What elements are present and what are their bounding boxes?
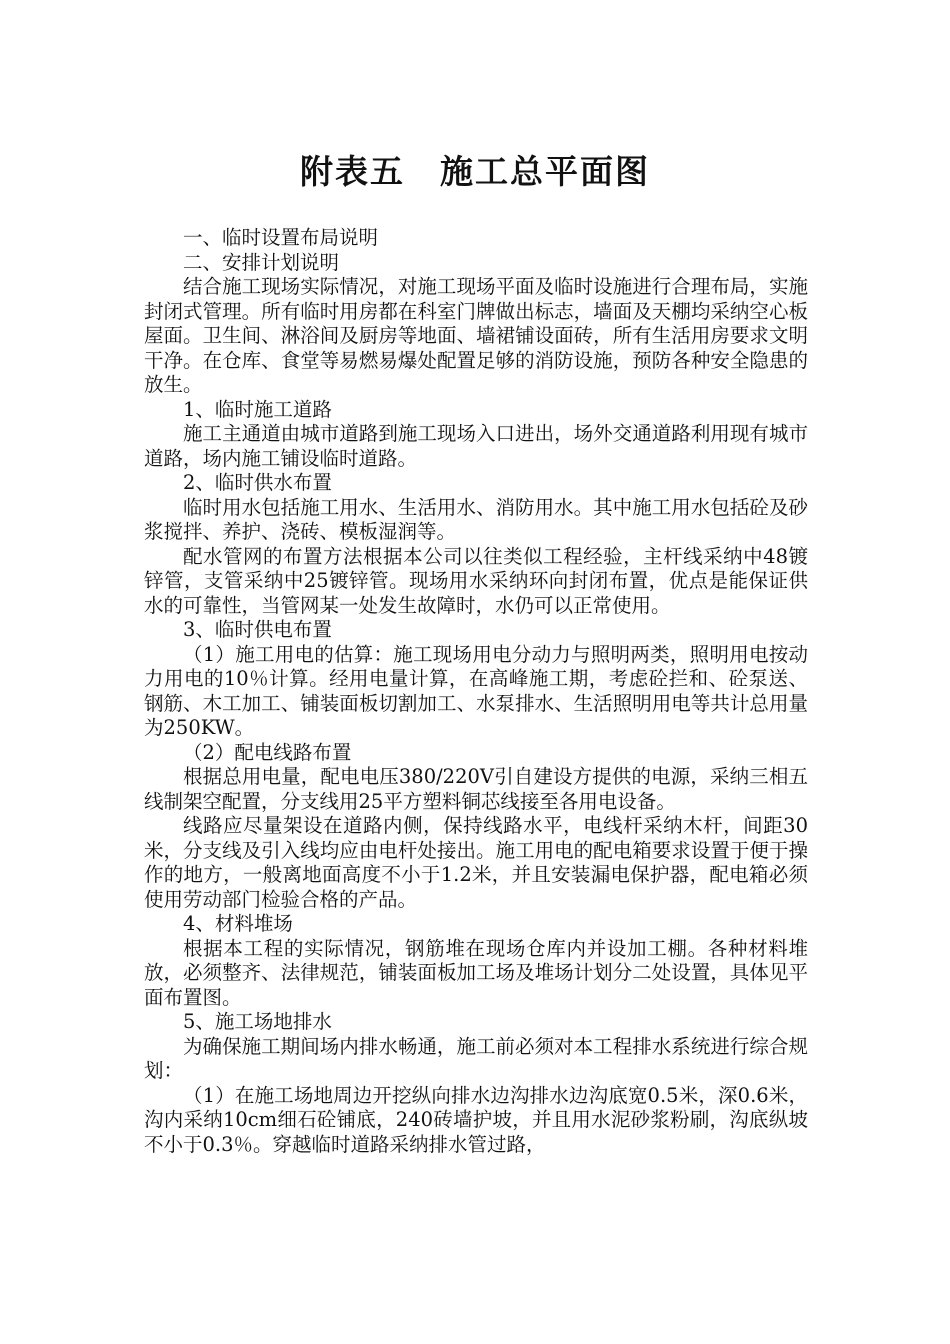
subheading-distribution-lines: （2）配电线路布置 [183,740,352,764]
paragraph-line-installation: 线路应尽量架设在道路内侧，保持线路水平，电线杆采纳木杆，间距30米，分支线及引入线均应由电杆处接出。施工用电的配电箱要求设置于便于操作的地方，一般离地面高度不小于1.2米，并且安装漏电保护器，配电箱必须使用劳动部门检验合格的产品。 [144,814,808,911]
paragraph-drainage-ditch: （1）在施工场地周边开挖纵向排水边沟排水边沟底宽0.5米，深0.6米，沟内采纳10cm细石砼铺底，240砖墙护坡，并且用水泥砂浆粉刷，沟底纵坡不小于0.3％。穿越临时道路采纳排水管过路， [144,1083,808,1156]
paragraph-water-use: 临时用水包括施工用水、生活用水、消防用水。其中施工用水包括砼及砂浆搅拌、养护、浇砖、模板湿润等。 [144,495,808,543]
paragraph-distribution-voltage: 根据总用电量，配电电压380/220V引自建设方提供的电源，采纳三相五线制架空配置，分支线用25平方塑料铜芯线接至各用电设备。 [144,765,808,813]
subheading-material-yard: 4、材料堆场 [183,912,293,935]
document-title: 附表五 施工总平面图 [300,152,650,192]
subheading-power-supply: 3、临时供电布置 [183,618,332,641]
document-body [144,226,808,1157]
paragraph-water-pipe-network: 配水管网的布置方法根据本公司以往类似工程经验，主杆线采纳中48镀锌管，支管采纳中25镀锌管。现场用水采纳环向封闭布置，优点是能保证供水的可靠性，当管网某一处发生故障时，水仍可以正常使用。 [144,544,808,617]
paragraph-material-yard: 根据本工程的实际情况，钢筋堆在现场仓库内并设加工棚。各种材料堆放，必须整齐、法律规范，铺装面板加工场及堆场计划分二处设置，具体见平面布置图。 [144,936,808,1009]
paragraph-site-layout: 结合施工现场实际情况，对施工现场平面及临时设施进行合理布局，实施封闭式管理。所有临时用房都在科室门牌做出标志，墙面及天棚均采纳空心板屋面。卫生间、淋浴间及厨房等地面、墙裙铺设面砖，所有生活用房要求文明干净。在仓库、食堂等易燃易爆处配置足够的消防设施，预防各种安全隐患的放生。 [144,275,808,396]
paragraph-power-estimate: （1）施工用电的估算：施工现场用电分动力与照明两类，照明用电按动力用电的10％计算。经用电量计算，在高峰施工期，考虑砼拦和、砼泵送、钢筋、木工加工、铺装面板切割加工、水泵排水、生活照明用电等共计总用量为250KW。 [144,642,808,739]
subheading-water-supply: 2、临时供水布置 [183,471,332,494]
subheading-site-drainage: 5、施工场地排水 [183,1010,332,1033]
subheading-temporary-road: 1、临时施工道路 [183,397,332,421]
paragraph-temporary-road: 施工主通道由城市道路到施工现场入口进出，场外交通道路利用现有城市道路，场内施工铺设临时道路。 [144,422,808,470]
heading-arrangement-plan: 二、安排计划说明 [183,250,340,274]
paragraph-drainage-plan: 为确保施工期间场内排水畅通，施工前必须对本工程排水系统进行综合规划： [144,1034,808,1082]
heading-layout-description: 一、临时设置布局说明 [183,226,379,249]
